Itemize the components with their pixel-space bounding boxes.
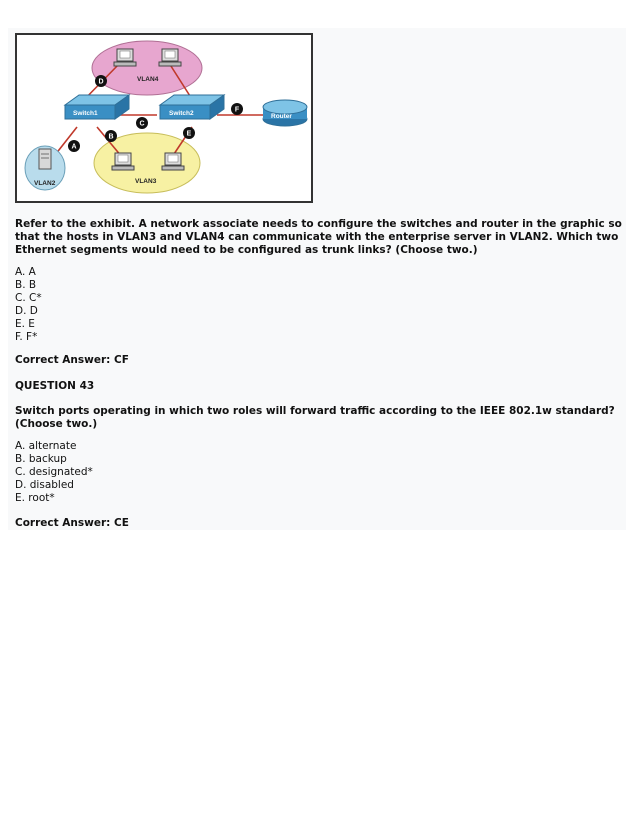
server-icon (25, 146, 65, 190)
segment-marker-d (95, 75, 107, 87)
network-exhibit (15, 33, 313, 203)
network-diagram (17, 35, 311, 201)
router-label: Router (271, 113, 292, 120)
vlan4-area (92, 41, 202, 95)
svg-text:E: E (186, 130, 192, 138)
segment-marker-f (231, 103, 243, 115)
pc-icon (159, 49, 181, 66)
option-d: D. disabled (15, 479, 74, 491)
router-icon (263, 100, 307, 126)
switch2-icon (160, 95, 224, 119)
option-e: E. E (15, 318, 35, 330)
svg-text:C: C (139, 120, 145, 128)
question-43-text: Switch ports operating in which two roles will forward traffic according to the IEEE 802.1w standard? (Choose two.) (15, 405, 615, 430)
vlan3-label: VLAN3 (135, 178, 157, 185)
option-c: C. designated* (15, 466, 93, 478)
segment-marker-e (183, 127, 195, 139)
option-d: D. D (15, 305, 38, 317)
option-a: A. alternate (15, 440, 77, 452)
svg-text:A: A (71, 143, 77, 151)
question-42-answer: Correct Answer: CF (15, 354, 129, 366)
option-b: B. backup (15, 453, 67, 465)
vlan4-label: VLAN4 (137, 76, 159, 83)
question-43-answer: Correct Answer: CE (15, 517, 129, 529)
option-b: B. B (15, 279, 37, 291)
pc-icon (114, 49, 136, 66)
switch1-icon (65, 95, 129, 119)
svg-text:D: D (98, 78, 104, 86)
option-e: E. root* (15, 492, 55, 504)
pc-icon (112, 153, 134, 170)
question-42-text: Refer to the exhibit. A network associate needs to configure the switches and router in the graphic so that the hosts in VLAN3 and VLAN4 can communicate with the enterprise server in VLAN2. Which two Ethernet segments would need to be configured as trunk links? (Choose two.) (15, 218, 622, 256)
option-a: A. A (15, 266, 36, 278)
question-42-options (15, 266, 625, 344)
segment-marker-b (105, 130, 117, 142)
vlan2-label: VLAN2 (34, 180, 56, 187)
option-f: F. F* (15, 331, 38, 343)
switch1-label: Switch1 (73, 110, 98, 117)
question-43-heading: QUESTION 43 (15, 380, 95, 392)
segment-marker-c (136, 117, 148, 129)
svg-text:F: F (234, 106, 240, 114)
svg-text:B: B (108, 133, 114, 141)
pc-icon (162, 153, 184, 170)
question-43-options (15, 440, 625, 505)
option-c: C. C* (15, 292, 42, 304)
switch2-label: Switch2 (169, 110, 194, 117)
segment-marker-a (68, 140, 80, 152)
